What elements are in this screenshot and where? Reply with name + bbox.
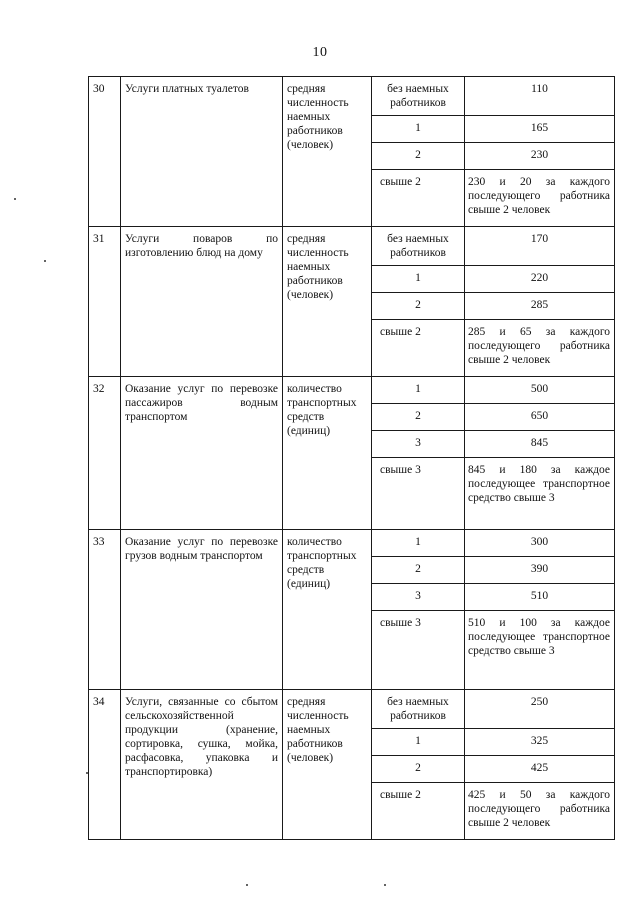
- income-amount: 425 и 50 за каждого последующего работника свыше 2 человек: [465, 783, 615, 840]
- income-amount: 220: [465, 266, 615, 293]
- income-amount: 285: [465, 293, 615, 320]
- physical-indicator: средняя численность наемных работников (человек): [283, 690, 372, 840]
- indicator-value: без наемных работников: [372, 690, 465, 729]
- physical-indicator: средняя численность наемных работников (человек): [283, 227, 372, 377]
- income-amount: 425: [465, 756, 615, 783]
- row-number: 31: [89, 227, 121, 377]
- table-row: [89, 377, 615, 404]
- row-number: 32: [89, 377, 121, 530]
- table-row: [89, 227, 615, 266]
- indicator-value: 3: [372, 431, 465, 458]
- physical-indicator: количество транспортных средств (единиц): [283, 377, 372, 530]
- service-name: Оказание услуг по перевозке пассажиров водным транспортом: [121, 377, 283, 530]
- tariff-table: [88, 76, 615, 840]
- indicator-value: 1: [372, 116, 465, 143]
- indicator-value: 2: [372, 293, 465, 320]
- indicator-value: свыше 2: [372, 783, 465, 840]
- page-number: 10: [312, 45, 328, 60]
- service-name: Услуги, связанные со сбытом сельскохозяйственной продукции (хранение, сортировка, сушка, мойка, расфасовка, упаковка и транспортировка): [121, 690, 283, 840]
- indicator-value: 2: [372, 404, 465, 431]
- income-amount: 510 и 100 за каждое последующее транспортное средство свыше 3: [465, 611, 615, 690]
- income-amount: 325: [465, 729, 615, 756]
- row-number: 34: [89, 690, 121, 840]
- income-amount: 230 и 20 за каждого последующего работника свыше 2 человек: [465, 170, 615, 227]
- indicator-value: 3: [372, 584, 465, 611]
- indicator-value: свыше 2: [372, 320, 465, 377]
- row-number: 33: [89, 530, 121, 690]
- income-amount: 390: [465, 557, 615, 584]
- income-amount: 165: [465, 116, 615, 143]
- income-amount: 845 и 180 за каждое последующее транспортное средство свыше 3: [465, 458, 615, 530]
- indicator-value: свыше 3: [372, 611, 465, 690]
- scan-speck: [246, 884, 248, 886]
- income-amount: 250: [465, 690, 615, 729]
- service-name: Оказание услуг по перевозке грузов водным транспортом: [121, 530, 283, 690]
- indicator-value: 1: [372, 530, 465, 557]
- income-amount: 110: [465, 77, 615, 116]
- income-amount: 285 и 65 за каждого последующего работника свыше 2 человек: [465, 320, 615, 377]
- indicator-value: свыше 2: [372, 170, 465, 227]
- indicator-value: без наемных работников: [372, 77, 465, 116]
- income-amount: 230: [465, 143, 615, 170]
- scan-speck: [14, 198, 16, 200]
- service-name: Услуги поваров по изготовлению блюд на дому: [121, 227, 283, 377]
- physical-indicator: средняя численность наемных работников (человек): [283, 77, 372, 227]
- income-amount: 300: [465, 530, 615, 557]
- indicator-value: 1: [372, 729, 465, 756]
- income-amount: 650: [465, 404, 615, 431]
- indicator-value: 2: [372, 756, 465, 783]
- physical-indicator: количество транспортных средств (единиц): [283, 530, 372, 690]
- indicator-value: 2: [372, 557, 465, 584]
- income-amount: 500: [465, 377, 615, 404]
- income-amount: 845: [465, 431, 615, 458]
- table-row: [89, 530, 615, 557]
- table-row: [89, 77, 615, 116]
- scan-speck: [86, 772, 88, 774]
- indicator-value: 2: [372, 143, 465, 170]
- indicator-value: 1: [372, 266, 465, 293]
- row-number: 30: [89, 77, 121, 227]
- scan-speck: [384, 884, 386, 886]
- table-row: [89, 690, 615, 729]
- income-amount: 510: [465, 584, 615, 611]
- indicator-value: 1: [372, 377, 465, 404]
- indicator-value: без наемных работников: [372, 227, 465, 266]
- indicator-value: свыше 3: [372, 458, 465, 530]
- scan-speck: [44, 260, 46, 262]
- income-amount: 170: [465, 227, 615, 266]
- service-name: Услуги платных туалетов: [121, 77, 283, 227]
